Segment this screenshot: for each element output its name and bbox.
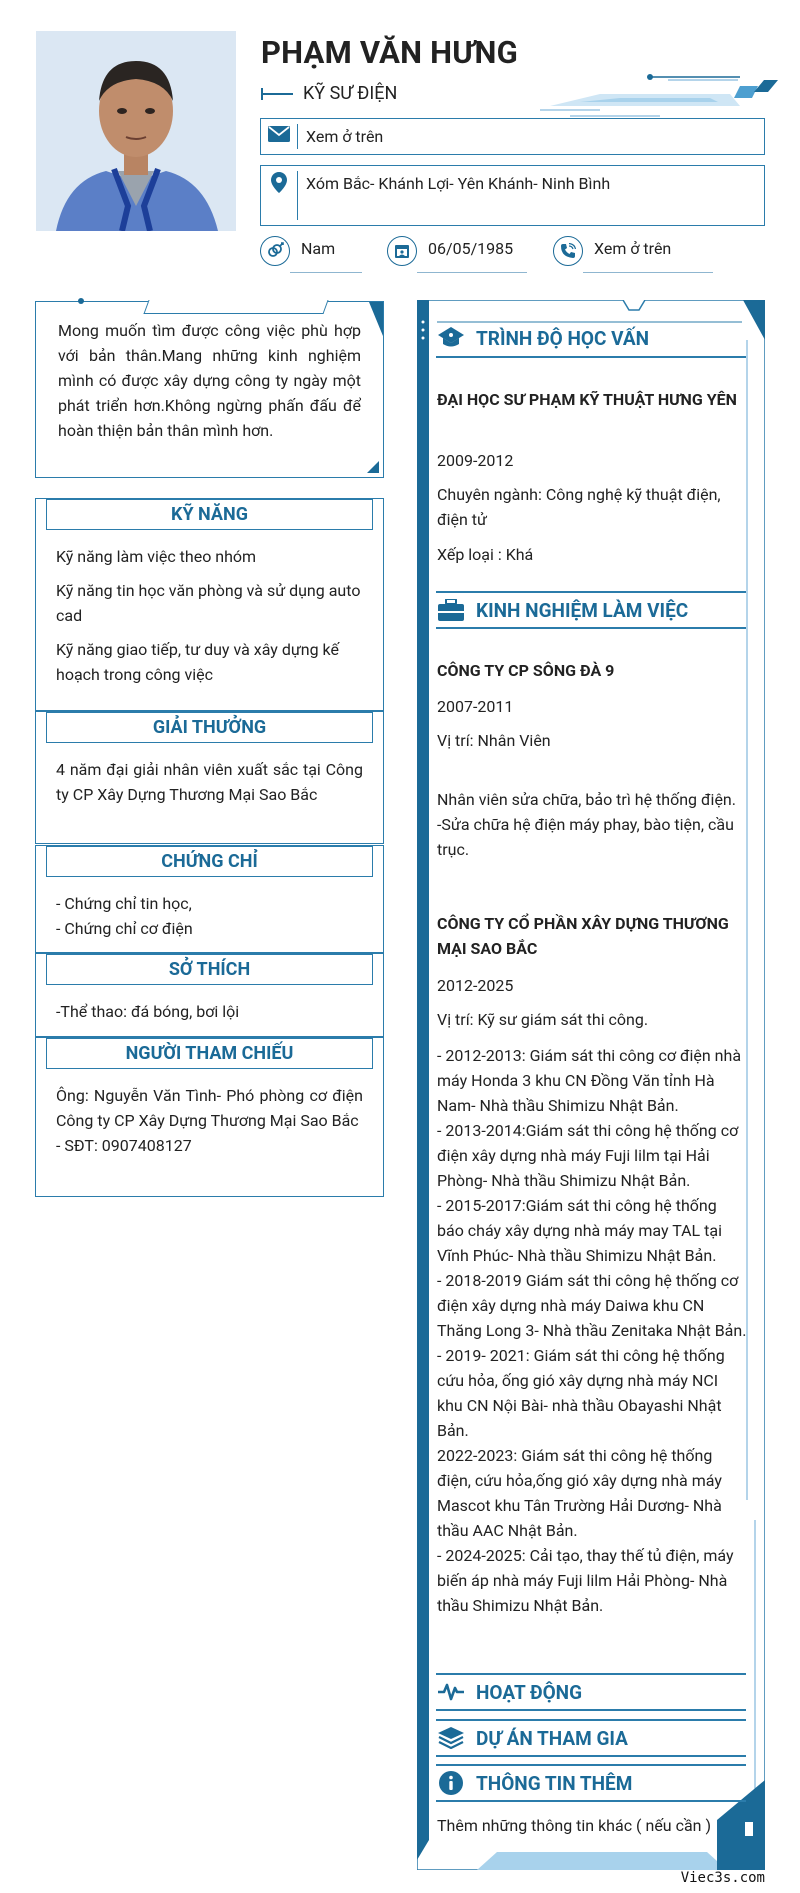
hobbies-text: -Thể thao: đá bóng, bơi lội	[56, 1002, 240, 1021]
projects-section-heading	[436, 1719, 746, 1757]
candidate-name: PHẠM VĂN HƯNG	[261, 34, 518, 71]
activities-title: HOẠT ĐỘNG	[476, 1680, 583, 1704]
hobbies-heading: SỞ THÍCH	[46, 954, 373, 985]
certificate-item: - Chứng chỉ cơ điện	[56, 919, 193, 938]
certificates-section	[35, 845, 384, 953]
phone-value[interactable]: Xem ở trên	[594, 239, 672, 258]
email-box	[260, 118, 765, 155]
graduation-cap-icon	[436, 327, 466, 349]
phone-icon	[553, 236, 583, 266]
more-info-text: Thêm những thông tin khác ( nếu cần )	[437, 1816, 712, 1835]
education-grade: Xếp loại : Khá	[437, 545, 534, 564]
calendar-icon	[387, 236, 417, 266]
reference-person: Ông: Nguyễn Văn Tình- Phó phòng cơ điện Công ty CP Xây Dựng Thương Mại Sao Bắc	[56, 1086, 363, 1130]
briefcase-icon	[436, 599, 466, 621]
gender-icon	[260, 236, 290, 266]
activities-section-heading	[436, 1673, 746, 1711]
gender-value: Nam	[301, 239, 336, 258]
experience-section-heading	[436, 591, 746, 629]
header-decoration	[540, 72, 780, 120]
education-school: ĐẠI HỌC SƯ PHẠM KỸ THUẬT HƯNG YÊN	[437, 390, 737, 409]
objective-corner-decoration	[369, 302, 383, 336]
job-description: - 2012-2013: Giám sát thi công cơ điện nhà máy Honda 3 khu CN Đồng Văn tỉnh Hà Nam- Nhà thầu Shimizu Nhật Bản. - 2013-2014:Giám sát thi công hệ thống cơ điện xây dựng nhà máy Fuji lilm tại Hải Phòng- Nhà thầu Shimizu Nhật Bản. - 2015-2017:Giám sát thi công hệ thống báo cháy xây dựng nhà máy may TAL tại Vĩnh Phúc- Nhà thầu Shimizu Nhật Bản. - 2018-2019 Giám sát thi công hệ thống cơ điện xây dựng nhà máy Daiwa khu CN Thăng Long 3- Nhà thầu Zenitaka Nhật Bản. - 2019- 2021: Giám sát thi công hệ thống cứu hỏa, ống gió xây dựng nhà máy NCI khu CN Nội Bài- nhà thầu Obayashi Nhật Bản. 2022-2023: Giám sát thi công hệ thống điện, cứu hỏa,ống gió xây dựng nhà máy Mascot khu Tân Trường Hải Dương- Nhà thầu AAC Nhật Bản. - 2024-2025: Cải tạo, thay thế tủ điện, máy biến áp nhà máy Fuji lilm Hải Phòng- Nhà thầu Shimizu Nhật Bản.	[437, 1046, 747, 1615]
job-description: Nhân viên sửa chữa, bảo trì hệ thống điện. -Sửa chữa hệ điện máy phay, bào tiện, cầu trục.	[437, 790, 736, 859]
certificate-item: - Chứng chỉ tin học,	[56, 894, 192, 913]
birthday-value: 06/05/1985	[428, 239, 514, 258]
address-value: Xóm Bắc- Khánh Lợi- Yên Khánh- Ninh Bình	[306, 174, 611, 193]
avatar	[36, 31, 236, 231]
education-major: Chuyên ngành: Công nghệ kỹ thuật điện, điện tử	[437, 485, 721, 529]
skill-item: Kỹ năng tin học văn phòng và sử dụng auto cad	[56, 581, 361, 625]
job-position: Vị trí: Nhân Viên	[437, 731, 551, 750]
map-pin-icon	[261, 166, 297, 194]
job-company: CÔNG TY CP SÔNG ĐÀ 9	[437, 661, 615, 680]
skill-item: Kỹ năng làm việc theo nhóm	[56, 547, 257, 566]
experience-title: KINH NGHIỆM LÀM VIỆC	[476, 598, 689, 622]
info-icon	[436, 1771, 466, 1795]
certificates-heading: CHỨNG CHỈ	[46, 846, 373, 877]
address-box	[260, 165, 765, 226]
reference-phone: - SĐT: 0907408127	[56, 1136, 192, 1155]
birthday-field	[387, 236, 513, 266]
email-value[interactable]: Xem ở trên	[306, 127, 384, 146]
job-title-row	[261, 83, 397, 104]
job-position: Vị trí: Kỹ sư giám sát thi công.	[437, 1010, 649, 1029]
education-section-heading	[436, 320, 746, 358]
skill-item: Kỹ năng giao tiếp, tư duy và xây dựng kế hoạch trong công việc	[56, 640, 339, 684]
references-heading: NGƯỜI THAM CHIẾU	[46, 1038, 373, 1069]
career-objective-box	[35, 301, 384, 478]
more-info-section-heading	[436, 1764, 746, 1802]
job-title: KỸ SƯ ĐIỆN	[303, 83, 398, 104]
job-years: 2007-2011	[437, 697, 514, 716]
pulse-icon	[436, 1682, 466, 1702]
job-company: CÔNG TY CỔ PHẦN XÂY DỰNG THƯƠNG MẠI SAO BẮC	[437, 914, 729, 958]
objective-dot-decoration	[78, 298, 84, 304]
skills-heading: KỸ NĂNG	[46, 499, 373, 530]
projects-title: DỰ ÁN THAM GIA	[476, 1726, 628, 1750]
objective-corner-triangle	[367, 461, 379, 473]
skills-section	[35, 498, 384, 711]
career-objective: Mong muốn tìm được công việc phù hợp với bản thân.Mang những kinh nghiệm mình có được xây dựng công ty ngày một phát triển hơn.Không ngừng phấn đấu để hoàn thiện bản thân mình hơn.	[58, 321, 361, 440]
references-section	[35, 1037, 384, 1197]
more-info-title: THÔNG TIN THÊM	[476, 1771, 633, 1795]
awards-heading: GIẢI THƯỞNG	[46, 712, 373, 743]
gender-field	[260, 236, 335, 266]
phone-field	[553, 236, 671, 266]
phone-underline	[583, 272, 713, 273]
education-title: TRÌNH ĐỘ HỌC VẤN	[476, 326, 650, 350]
awards-text: 4 năm đại giải nhân viên xuất sắc tại Công ty CP Xây Dựng Thương Mại Sao Bắc	[56, 760, 363, 804]
job-years: 2012-2025	[437, 976, 514, 995]
gender-underline	[290, 272, 362, 273]
objective-notch-decoration	[143, 300, 328, 314]
awards-section	[35, 711, 384, 844]
hobbies-section	[35, 953, 384, 1037]
education-years: 2009-2012	[437, 451, 514, 470]
layers-icon	[436, 1727, 466, 1749]
birthday-underline	[417, 272, 527, 273]
title-line-decoration	[261, 93, 293, 95]
envelope-icon	[261, 119, 297, 143]
footer-watermark: Viec3s.com	[680, 1870, 765, 1886]
